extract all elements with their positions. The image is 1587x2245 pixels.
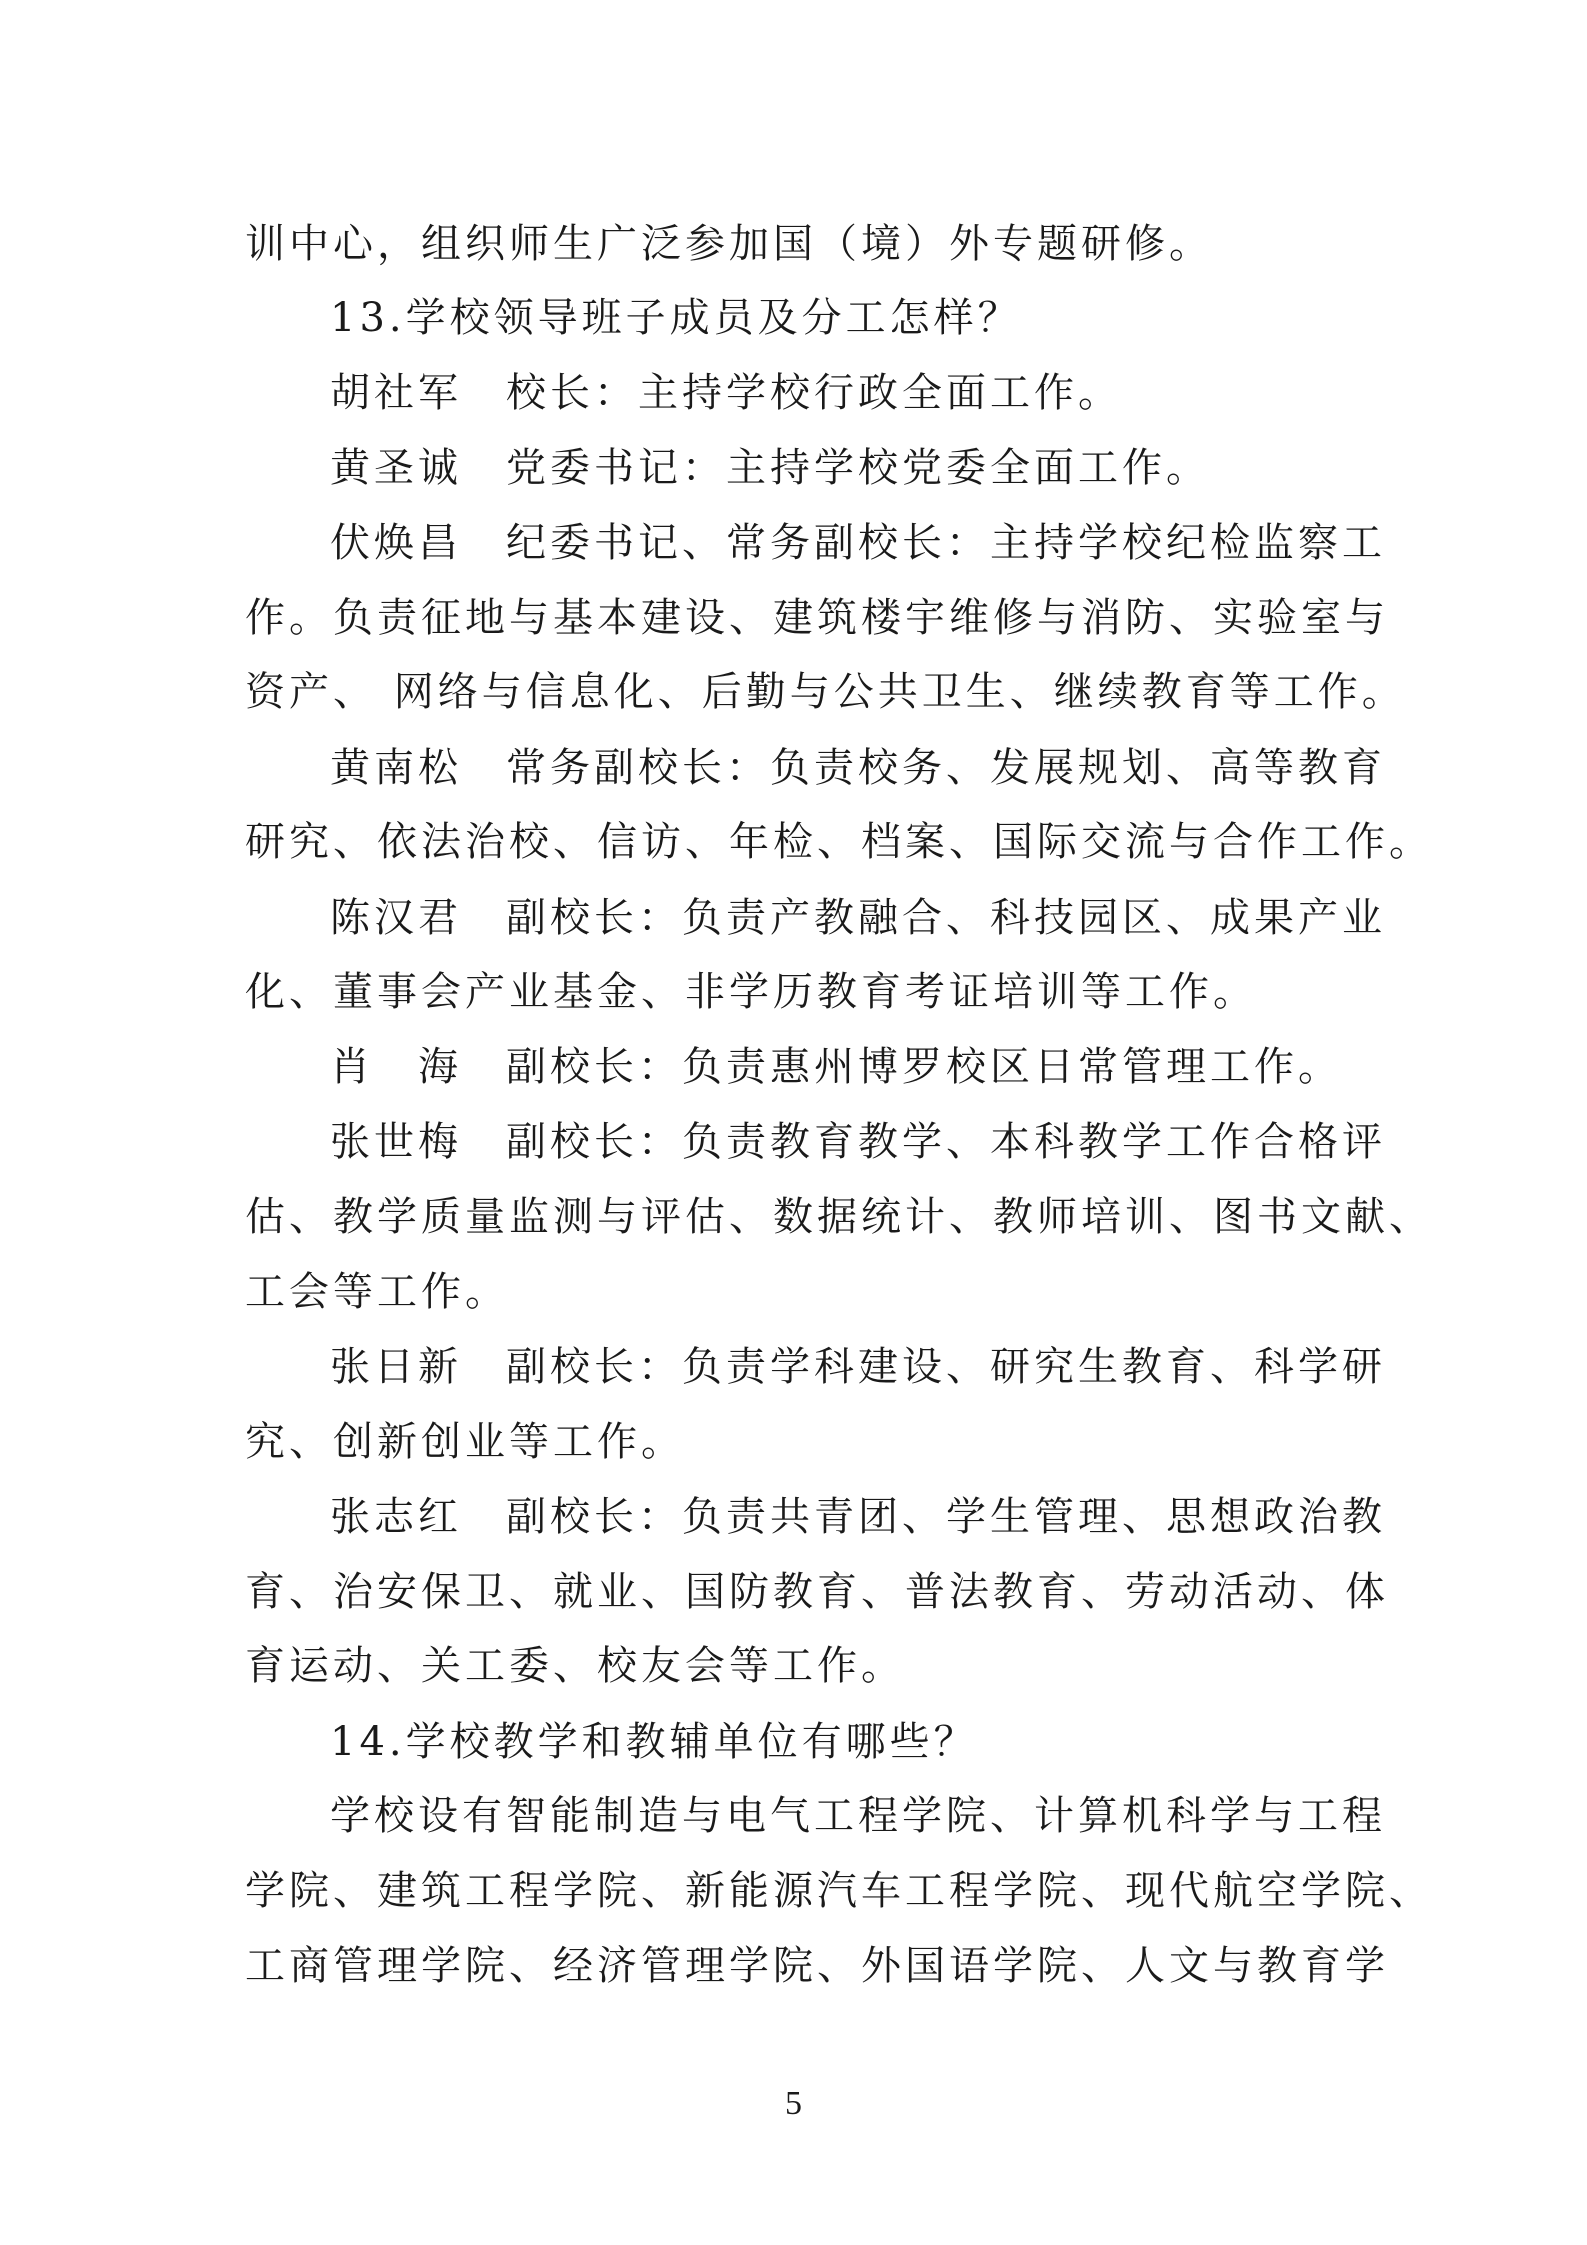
text-line: 学院、建筑工程学院、新能源汽车工程学院、现代航空学院、 (245, 1868, 1433, 1914)
text-line: 伏焕昌 纪委书记、常务副校长：主持学校纪检监察工 (330, 520, 1386, 566)
text-line: 育运动、关工委、校友会等工作。 (245, 1643, 905, 1689)
text-line: 工商管理学院、经济管理学院、外国语学院、人文与教育学 (245, 1943, 1389, 1989)
text-line: 资产、 网络与信息化、后勤与公共卫生、继续教育等工作。 (245, 669, 1406, 715)
text-line: 作。负责征地与基本建设、建筑楼宇维修与消防、实验室与 (245, 595, 1389, 641)
text-line: 化、董事会产业基金、非学历教育考证培训等工作。 (245, 969, 1257, 1015)
text-line: 学校设有智能制造与电气工程学院、计算机科学与工程 (330, 1793, 1386, 1839)
text-line: 张世梅 副校长：负责教育教学、本科教学工作合格评 (330, 1119, 1386, 1165)
text-line: 肖 海 副校长：负责惠州博罗校区日常管理工作。 (330, 1044, 1342, 1090)
page-number: 5 (785, 2085, 802, 2122)
text-line: 工会等工作。 (245, 1269, 509, 1315)
text-line: 张志红 副校长：负责共青团、学生管理、思想政治教 (330, 1494, 1386, 1540)
text-line: 黄圣诚 党委书记：主持学校党委全面工作。 (330, 445, 1210, 491)
text-line: 育、治安保卫、就业、国防教育、普法教育、劳动活动、体 (245, 1569, 1389, 1615)
text-line: 陈汉君 副校长：负责产教融合、科技园区、成果产业 (330, 895, 1386, 941)
text-line: 训中心，组织师生广泛参加国（境）外专题研修。 (245, 221, 1213, 267)
text-line: 究、创新创业等工作。 (245, 1419, 685, 1465)
text-line: 黄南松 常务副校长：负责校务、发展规划、高等教育 (330, 745, 1386, 791)
section-heading-14: 14.学校教学和教辅单位有哪些？ (330, 1719, 978, 1765)
text-line: 研究、依法治校、信访、年检、档案、国际交流与合作工作。 (245, 819, 1433, 865)
text-line: 胡社军 校长：主持学校行政全面工作。 (330, 370, 1122, 416)
text-line: 估、教学质量监测与评估、数据统计、教师培训、图书文献、 (245, 1194, 1433, 1240)
section-heading-13: 13.学校领导班子成员及分工怎样？ (330, 295, 1022, 341)
text-line: 张日新 副校长：负责学科建设、研究生教育、科学研 (330, 1344, 1386, 1390)
